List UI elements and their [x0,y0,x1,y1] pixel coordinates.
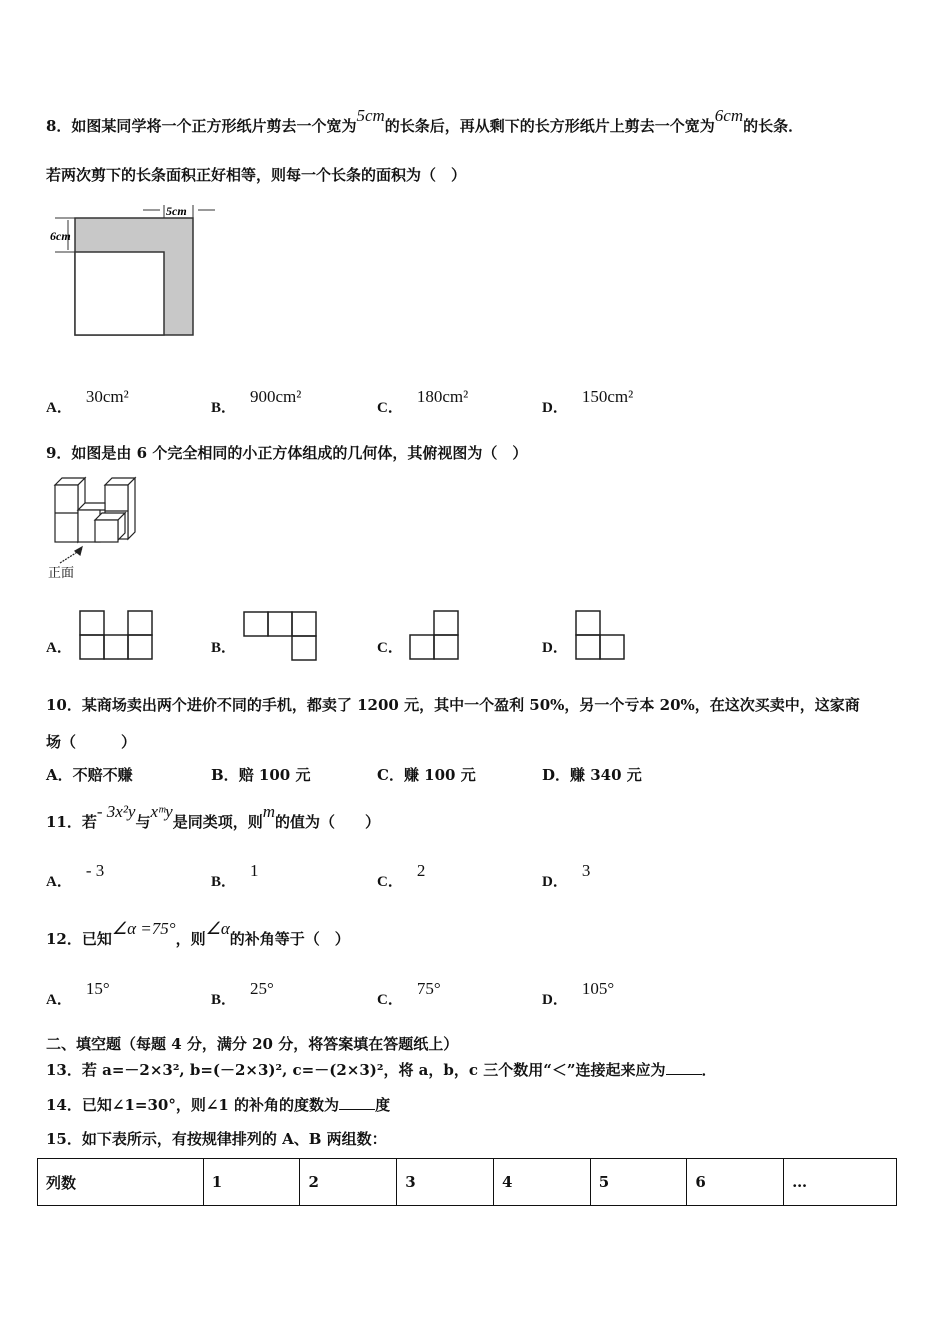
table-row [38,1159,897,1206]
q15-text: 15．如下表所示，有按规律排列的 A、B 两组数： [46,1130,387,1148]
q13-answer-blank[interactable] [666,1062,702,1075]
option-label: C． [377,874,403,890]
q12-option-a[interactable] [46,979,110,1009]
label-5cm: 5cm [166,204,187,218]
option-label: D． [542,992,568,1008]
q12-expr2: ∠α [205,919,230,938]
table-cell: 1 [203,1159,300,1206]
q14-answer-blank[interactable] [339,1097,375,1110]
q9-option-d[interactable] [542,636,568,657]
option-value: 30cm² [85,387,129,406]
q8-text: 的长条后，再从剩下的长方形纸片上剪去一个宽为 [384,117,715,135]
option-label: B． [211,992,237,1008]
option-value: 赚 100 元 [403,766,476,784]
q11-expr3: m [262,802,275,821]
option-label: A． [46,640,72,656]
q8-square-figure [40,195,230,345]
q9-option-a[interactable] [46,636,72,657]
q9-option-d-grid [575,610,627,662]
option-label: B． [211,874,237,890]
q9-text: 9．如图是由 6 个完全相同的小正方体组成的几何体，其俯视图为（ ） [46,444,528,462]
option-label: D． [542,874,568,890]
q10-line2: 场（ ） [46,733,137,751]
option-label: A． [46,400,72,416]
q10-option-b[interactable] [211,764,310,785]
q12-text-part: 的补角等于（ ） [229,930,350,948]
option-value: 105° [581,979,615,998]
q8-option-c[interactable] [377,387,469,417]
q10-option-a[interactable] [46,764,133,785]
table-cell: … [784,1159,897,1206]
q12-text [46,919,350,949]
option-label: B． [211,766,239,784]
label-6cm: 6cm [50,229,71,243]
q10-option-c[interactable] [377,764,476,785]
option-value: 2 [416,861,426,880]
q11-text-part: 的值为（ ） [274,813,380,831]
option-label: C． [377,400,403,416]
q12-text-part: 12．已知 [46,930,112,948]
q8-width2: 6cm [714,106,744,125]
q11-option-a[interactable] [46,861,105,891]
q15-table [37,1158,897,1206]
q10-option-d[interactable] [542,764,642,785]
table-cell: 4 [493,1159,590,1206]
option-label: A． [46,992,72,1008]
option-label: A． [46,766,73,784]
q14-text-part: 14．已知∠1=30°，则∠1 的补角的度数为 [46,1096,340,1114]
option-label: B． [211,400,237,416]
table-cell: 5 [590,1159,687,1206]
option-value: 180cm² [416,387,469,406]
table-cell: 6 [687,1159,784,1206]
section-heading: 二、填空题（每题 4 分，满分 20 分，将答案填在答题纸上） [46,1035,459,1053]
q8-width1: 5cm [356,106,385,125]
option-value: 150cm² [581,387,634,406]
option-label: D． [542,640,568,656]
q11-expr1: - 3x²y [96,802,136,821]
option-value: 不赔不赚 [72,766,133,784]
option-label: C． [377,992,403,1008]
option-label: D． [542,400,568,416]
q11-expr2: xᵐy [150,802,173,821]
q11-text-part: 与 [135,813,151,831]
option-value: 15° [85,979,110,998]
q8-line2: 若两次剪下的长条面积正好相等，则每一个长条的面积为（ ） [46,166,467,184]
q8-text: 的长条． [743,117,804,135]
option-label: D． [542,766,571,784]
q12-option-c[interactable] [377,979,441,1009]
q9-option-a-grid [79,610,153,662]
table-cell: 列数 [38,1159,204,1206]
option-value: 3 [581,861,591,880]
q9-cubes-figure [45,475,155,585]
q13-text-part: 13．若 a=－2×3², b=(－2×3)², c=－(2×3)²，将 a，b，c 三个数用“＜”连接起来应为 [46,1061,666,1079]
option-label: C． [377,640,403,656]
option-label: C． [377,766,404,784]
q8-text: 8．如图某同学将一个正方形纸片剪去一个宽为 [46,117,357,135]
q13-text [46,1059,717,1080]
q14-end: 度 [375,1096,391,1114]
q11-option-b[interactable] [211,861,259,891]
option-label: B． [211,640,237,656]
q10-line1: 10．某商场卖出两个进价不同的手机，都卖了 1200 元，其中一个盈利 50%，另一个亏本 20%，在这次买卖中，这家商 [46,696,860,714]
q11-text-part: 11．若 [46,813,97,831]
q12-expr1: ∠α =75° [111,919,176,938]
q13-end: ． [701,1061,717,1079]
q9-option-c-grid [409,610,461,662]
option-value: 900cm² [250,387,302,406]
option-value: 1 [250,861,259,880]
q8-option-b[interactable] [211,387,302,417]
table-cell: 2 [300,1159,397,1206]
option-label: A． [46,874,72,890]
option-value: - 3 [85,861,105,880]
q9-option-b[interactable] [211,636,236,657]
q8-option-d[interactable] [542,387,634,417]
option-value: 赔 100 元 [238,766,311,784]
q9-option-b-grid [243,611,317,663]
q12-option-b[interactable] [211,979,274,1009]
q14-text [46,1094,390,1115]
q9-option-c[interactable] [377,636,403,657]
q8-option-a[interactable] [46,387,129,417]
front-label: 正面 [48,566,75,581]
option-value: 赚 340 元 [570,766,642,784]
q11-option-c[interactable] [377,861,426,891]
option-value: 75° [416,979,441,998]
q11-text [46,802,380,832]
q12-option-d[interactable] [542,979,615,1009]
q11-text-part: 是同类项，则 [172,813,263,831]
q8-line1 [46,106,804,136]
q12-text-part: ，则 [175,930,206,948]
table-cell: 3 [397,1159,494,1206]
option-value: 25° [250,979,274,998]
q11-option-d[interactable] [542,861,591,891]
